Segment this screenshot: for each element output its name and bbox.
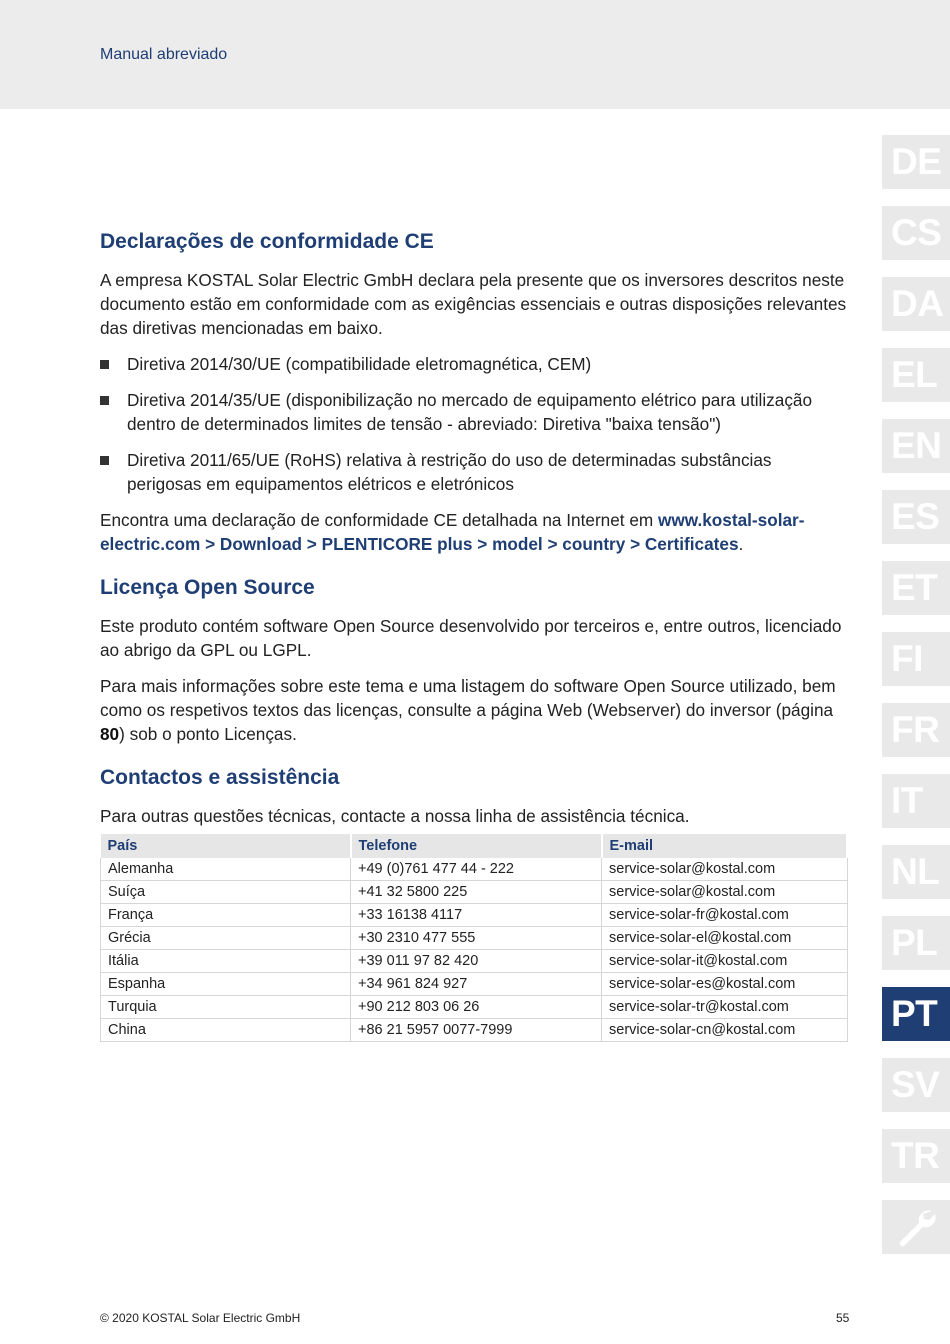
ce-download-link[interactable]: www.kostal-solar-electric.com > Download > PLENTICORE plus > model > country > Certificates [100, 510, 805, 554]
tab-language-et[interactable]: ET [882, 561, 950, 615]
list-item: Diretiva 2014/35/UE (disponibilização no mercado de equipamento elétrico para utilização dentro de determinados limites de tensão - abreviado: Diretiva "baixa tensão") [100, 388, 848, 436]
contacts-intro: Para outras questões técnicas, contacte a nossa linha de assistência técnica. [100, 806, 690, 826]
opensource-para-1: Este produto contém software Open Source desenvolvido por terceiros e, entre outros, licenciado ao abrigo da GPL ou LGPL. [100, 616, 842, 660]
table-header-row [101, 834, 848, 858]
cell-country: Turquia [101, 996, 351, 1019]
cell-country: Grécia [101, 927, 351, 950]
cell-country: França [101, 904, 351, 927]
tab-language-tr[interactable]: TR [882, 1129, 950, 1183]
cell-phone: +41 32 5800 225 [351, 881, 602, 904]
ce-heading: Declarações de conformidade CE [100, 230, 434, 253]
cell-email: service-solar@kostal.com [602, 881, 848, 904]
cell-email: service-solar-tr@kostal.com [602, 996, 848, 1019]
cell-country: Espanha [101, 973, 351, 996]
column-header-country: País [101, 834, 351, 858]
cell-email: service-solar-fr@kostal.com [602, 904, 848, 927]
cell-phone: +34 961 824 927 [351, 973, 602, 996]
cell-email: service-solar-cn@kostal.com [602, 1019, 848, 1042]
tab-language-pt[interactable]: PT [882, 987, 950, 1041]
tab-language-cs[interactable]: CS [882, 206, 950, 260]
cell-phone: +33 16138 4117 [351, 904, 602, 927]
column-header-email: E-mail [602, 834, 848, 858]
ce-download-paragraph: Encontra uma declaração de conformidade CE detalhada na Internet em www.kostal-solar-electric.com > Download > PLENTICORE plus > model > country > Certificates. [100, 510, 805, 554]
table-row [101, 858, 848, 881]
tab-language-pl[interactable]: PL [882, 916, 950, 970]
tab-language-sv[interactable]: SV [882, 1058, 950, 1112]
bullet-square-icon [100, 360, 109, 369]
cell-phone: +30 2310 477 555 [351, 927, 602, 950]
tab-language-de[interactable]: DE [882, 135, 950, 189]
tab-language-en[interactable]: EN [882, 419, 950, 473]
column-header-phone: Telefone [351, 834, 602, 858]
opensource-para-2: Para mais informações sobre este tema e uma listagem do software Open Source utilizado, bem como os respetivos textos das licenças, consulte a página Web (Webserver) do inversor (página 80) sob o ponto Licenças. [100, 676, 836, 744]
cell-phone: +86 21 5957 0077-7999 [351, 1019, 602, 1042]
contacts-table [100, 834, 848, 1042]
cell-phone: +90 212 803 06 26 [351, 996, 602, 1019]
cell-phone: +49 (0)761 477 44 - 222 [351, 858, 602, 881]
table-row [101, 950, 848, 973]
table-row [101, 904, 848, 927]
bullet-square-icon [100, 456, 109, 465]
tab-language-da[interactable]: DA [882, 277, 950, 331]
main-content [100, 228, 848, 1042]
cell-country: China [101, 1019, 351, 1042]
table-row [101, 996, 848, 1019]
tab-language-el[interactable]: EL [882, 348, 950, 402]
ce-directive-list [100, 352, 848, 496]
list-item: Diretiva 2011/65/UE (RoHS) relativa à restrição do uso de determinadas substâncias perigosas em equipamentos elétricos e eletrónicos [100, 448, 848, 496]
header-title: Manual abreviado [100, 46, 228, 63]
cell-country: Itália [101, 950, 351, 973]
cell-email: service-solar@kostal.com [602, 858, 848, 881]
ce-download-text: Encontra uma declaração de conformidade CE detalhada na Internet em [100, 510, 654, 530]
ce-intro: A empresa KOSTAL Solar Electric GmbH declara pela presente que os inversores descritos neste documento estão em conformidade com as exigências essenciais e outras disposições relevantes das diretivas mencionadas em baixo. [100, 270, 847, 338]
tab-language-nl[interactable]: NL [882, 845, 950, 899]
cell-email: service-solar-it@kostal.com [602, 950, 848, 973]
page-reference[interactable]: 80 [100, 724, 120, 744]
table-row [101, 881, 848, 904]
table-row [101, 1019, 848, 1042]
tab-language-it[interactable]: IT [882, 774, 950, 828]
wrench-icon [894, 1205, 938, 1249]
bullet-square-icon [100, 396, 109, 405]
tab-language-fr[interactable]: FR [882, 703, 950, 757]
cell-email: service-solar-es@kostal.com [602, 973, 848, 996]
table-row [101, 927, 848, 950]
footer-copyright: © 2020 KOSTAL Solar Electric GmbH [100, 1311, 301, 1325]
contacts-heading: Contactos e assistência [100, 766, 340, 789]
page-number: 55 [836, 1311, 850, 1325]
cell-country: Suíça [101, 881, 351, 904]
cell-country: Alemanha [101, 858, 351, 881]
table-row [101, 973, 848, 996]
opensource-heading: Licença Open Source [100, 576, 315, 599]
tab-service[interactable] [882, 1200, 950, 1254]
cell-phone: +39 011 97 82 420 [351, 950, 602, 973]
cell-email: service-solar-el@kostal.com [602, 927, 848, 950]
tab-language-fi[interactable]: FI [882, 632, 950, 686]
list-item: Diretiva 2014/30/UE (compatibilidade eletromagnética, CEM) [100, 352, 848, 376]
tab-language-es[interactable]: ES [882, 490, 950, 544]
